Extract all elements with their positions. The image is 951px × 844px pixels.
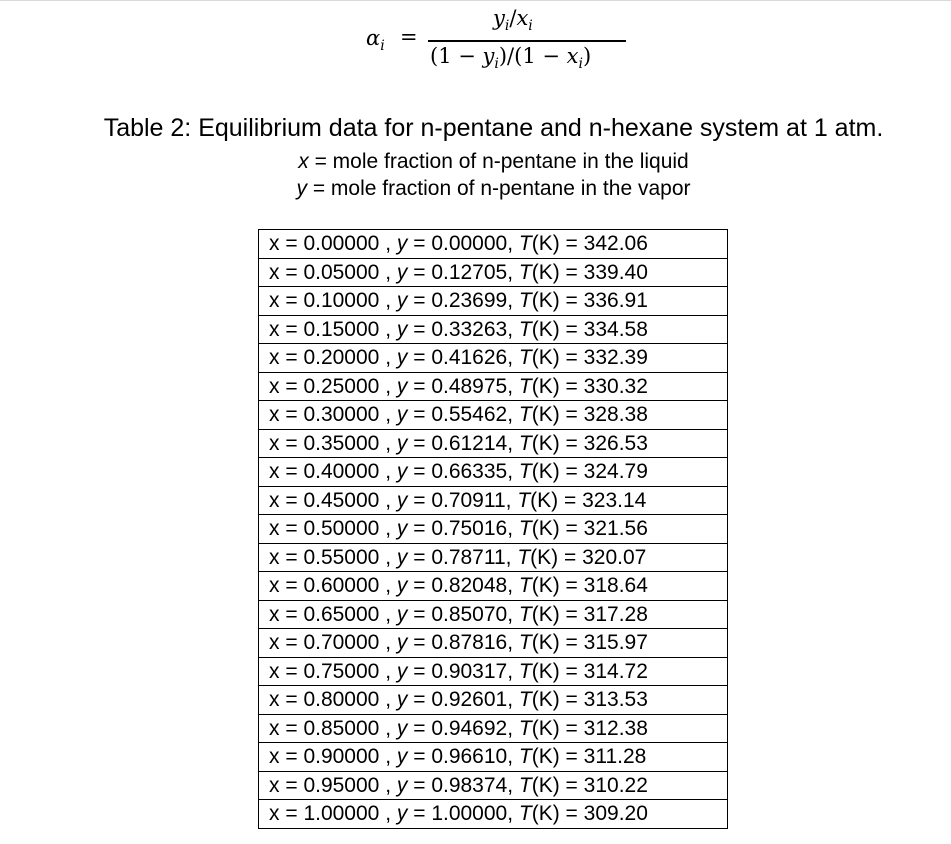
x-value: 0.70000: [303, 631, 380, 655]
y-value: 0.85070: [431, 602, 508, 626]
table-cell: x = 0.85000 , y = 0.94692, T(K) = 312.38: [259, 714, 728, 743]
y-value: 0.70911: [431, 488, 506, 512]
fraction-bar: [428, 40, 626, 42]
temperature-value: 320.07: [582, 545, 647, 569]
y-value: 0.90317: [431, 659, 508, 683]
temperature-value: 309.20: [583, 802, 648, 826]
y-value: 0.96610: [431, 745, 508, 769]
x-value: 0.85000: [303, 716, 380, 740]
formula-denominator: $(1 - y_i)/(1 - x_i)$: [430, 44, 592, 72]
table-row: [259, 771, 728, 800]
x-value: 0.05000: [303, 260, 380, 284]
y-value: 0.87816: [431, 631, 508, 655]
y-value: 0.33263: [431, 317, 508, 341]
formula-numerator: $y_i/x_i$: [493, 6, 533, 34]
x-value: 0.80000: [303, 688, 380, 712]
x-value: 0.20000: [303, 346, 380, 370]
x-value: 0.50000: [303, 517, 380, 541]
x-value: 0.10000: [303, 289, 380, 313]
y-value: 1.00000: [431, 802, 508, 826]
table-row: [259, 743, 728, 772]
formula-lhs: $\alpha_i$: [366, 26, 385, 55]
table-cell: x = 0.35000 , y = 0.61214, T(K) = 326.53: [259, 429, 728, 458]
temperature-value: 311.28: [583, 745, 647, 769]
y-value: 0.48975: [431, 374, 508, 398]
table-cell: x = 0.55000 , y = 0.78711, T(K) = 320.07: [259, 543, 728, 572]
y-value: 0.78711: [431, 545, 506, 569]
table-row: [259, 714, 728, 743]
temperature-value: 317.28: [583, 602, 648, 626]
x-value: 0.40000: [303, 460, 380, 484]
y-value: 0.66335: [431, 460, 508, 484]
temperature-value: 342.06: [583, 232, 648, 256]
table-cell: x = 0.30000 , y = 0.55462, T(K) = 328.38: [259, 401, 728, 430]
temperature-value: 328.38: [583, 403, 648, 427]
relative-volatility-formula: [362, 6, 632, 70]
table-cell: x = 0.40000 , y = 0.66335, T(K) = 324.79: [259, 458, 728, 487]
table-cell: x = 0.15000 , y = 0.33263, T(K) = 334.58: [259, 315, 728, 344]
x-value: 0.90000: [303, 745, 380, 769]
table-caption-title: Table 2: Equilibrium data for n-pentane and n-hexane system at 1 atm.: [103, 114, 884, 142]
y-value: 0.41626: [431, 346, 508, 370]
x-value: 0.30000: [303, 403, 380, 427]
x-value: 0.75000: [303, 659, 380, 683]
y-value: 0.55462: [431, 403, 508, 427]
top-rule: [0, 0, 951, 1]
temperature-value: 321.56: [583, 517, 648, 541]
temperature-value: 313.53: [583, 688, 648, 712]
table-row: [259, 600, 728, 629]
table-cell: x = 0.20000 , y = 0.41626, T(K) = 332.39: [259, 344, 728, 373]
table-row: [259, 657, 728, 686]
table-cell: x = 0.95000 , y = 0.98374, T(K) = 310.22: [259, 771, 728, 800]
y-value: 0.61214: [431, 431, 508, 455]
table-row: [259, 258, 728, 287]
table-cell: x = 0.10000 , y = 0.23699, T(K) = 336.91: [259, 287, 728, 316]
table-row: [259, 315, 728, 344]
temperature-value: 339.40: [583, 260, 648, 284]
temperature-value: 312.38: [583, 716, 648, 740]
y-value: 0.23699: [431, 289, 508, 313]
x-value: 0.35000: [303, 431, 380, 455]
table-row: [259, 686, 728, 715]
temperature-value: 315.97: [583, 631, 648, 655]
table-cell: x = 0.50000 , y = 0.75016, T(K) = 321.56: [259, 515, 728, 544]
caption-x-definition: x = mole fraction of n-pentane in the liquid: [298, 150, 689, 173]
table-cell: x = 0.90000 , y = 0.96610, T(K) = 311.28: [259, 743, 728, 772]
table-row: [259, 458, 728, 487]
table-cell: x = 0.45000 , y = 0.70911, T(K) = 323.14: [259, 486, 728, 515]
table-cell: x = 0.70000 , y = 0.87816, T(K) = 315.97: [259, 629, 728, 658]
temperature-value: 336.91: [583, 289, 648, 313]
table-cell: x = 0.05000 , y = 0.12705, T(K) = 339.40: [259, 258, 728, 287]
table-cell: x = 0.00000 , y = 0.00000, T(K) = 342.06: [259, 230, 728, 259]
table-row: [259, 543, 728, 572]
table-cell: x = 0.60000 , y = 0.82048, T(K) = 318.64: [259, 572, 728, 601]
x-value: 0.15000: [303, 317, 380, 341]
temperature-value: 330.32: [583, 374, 648, 398]
formula-equals: =: [400, 25, 418, 49]
y-value: 0.00000: [431, 232, 508, 256]
table-row: [259, 344, 728, 373]
temperature-value: 332.39: [583, 346, 648, 370]
table-cell: x = 1.00000 , y = 1.00000, T(K) = 309.20: [259, 800, 728, 829]
temperature-value: 310.22: [583, 773, 648, 797]
table-row: [259, 287, 728, 316]
table-row: [259, 401, 728, 430]
temperature-value: 334.58: [583, 317, 648, 341]
x-value: 0.95000: [303, 773, 380, 797]
table-row: [259, 800, 728, 829]
temperature-value: 314.72: [583, 659, 648, 683]
y-value: 0.92601: [431, 688, 508, 712]
caption-y-definition: y = mole fraction of n-pentane in the vapor: [296, 177, 691, 200]
table-row: [259, 372, 728, 401]
x-value: 0.60000: [303, 574, 380, 598]
table-cell: x = 0.75000 , y = 0.90317, T(K) = 314.72: [259, 657, 728, 686]
x-value: 0.55000: [303, 545, 380, 569]
x-value: 0.00000: [303, 232, 380, 256]
table-row: [259, 486, 728, 515]
y-value: 0.75016: [431, 517, 508, 541]
temperature-value: 326.53: [583, 431, 648, 455]
x-value: 1.00000: [303, 802, 380, 826]
y-value: 0.98374: [431, 773, 508, 797]
x-value: 0.65000: [303, 602, 380, 626]
y-value: 0.94692: [431, 716, 508, 740]
y-value: 0.12705: [431, 260, 508, 284]
table-cell: x = 0.80000 , y = 0.92601, T(K) = 313.53: [259, 686, 728, 715]
table-row: [259, 629, 728, 658]
temperature-value: 318.64: [583, 574, 648, 598]
y-value: 0.82048: [431, 574, 508, 598]
table-row: [259, 429, 728, 458]
x-value: 0.45000: [303, 488, 380, 512]
temperature-value: 324.79: [583, 460, 648, 484]
x-value: 0.25000: [303, 374, 380, 398]
table-row: [259, 515, 728, 544]
table-row: [259, 572, 728, 601]
table-cell: x = 0.25000 , y = 0.48975, T(K) = 330.32: [259, 372, 728, 401]
table-cell: x = 0.65000 , y = 0.85070, T(K) = 317.28: [259, 600, 728, 629]
equilibrium-data-table: [258, 229, 728, 829]
temperature-value: 323.14: [582, 488, 647, 512]
table-row: [259, 230, 728, 259]
